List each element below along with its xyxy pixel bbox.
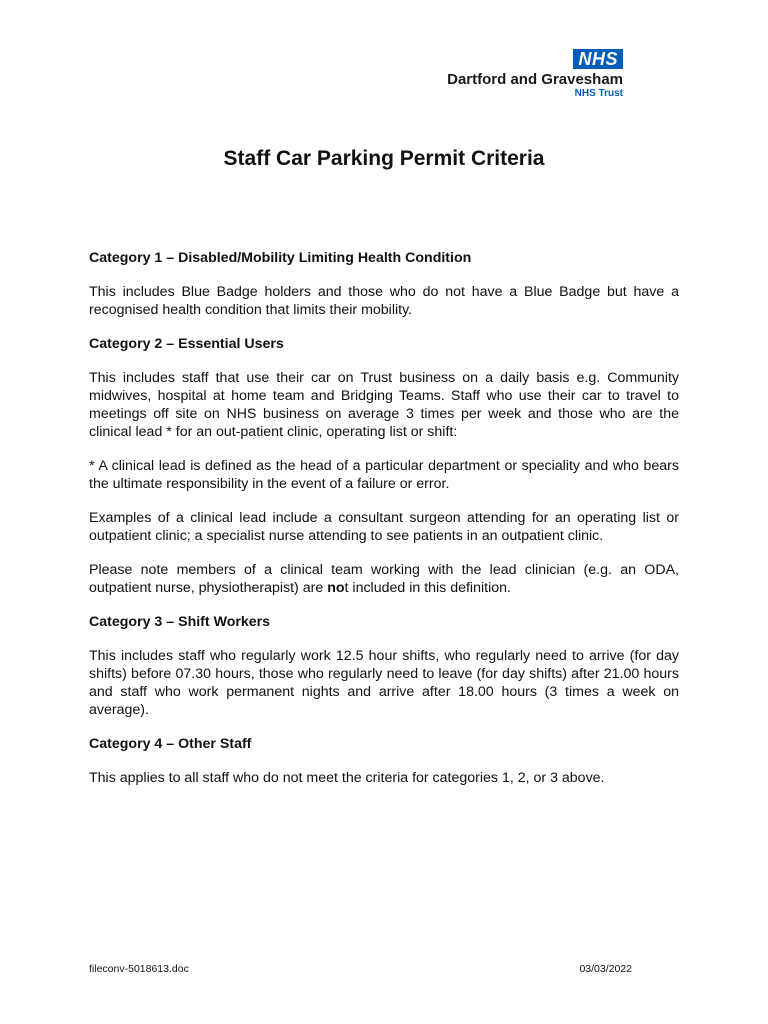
category-2-heading: Category 2 – Essential Users	[89, 336, 284, 352]
footer-filename: fileconv-5018613.doc	[89, 963, 189, 975]
nhs-trust-logo	[413, 49, 623, 99]
category-2-paragraph-1: This includes staff that use their car on Trust business on a daily basis e.g. Community midwives, hospital at home team and Bridging Teams. Staff who use their car to travel to meetings off site on NHS business on average 3 times per week and those who are the clinical lead * for an out-patient clinic, operating list or shift:	[89, 370, 679, 440]
trust-subtitle: NHS Trust	[574, 88, 623, 99]
trust-name: Dartford and Gravesham	[447, 71, 623, 88]
page-title: Staff Car Parking Permit Criteria	[223, 147, 545, 170]
clinical-lead-examples: Examples of a clinical lead include a consultant surgeon attending for an operating list or outpatient clinic; a specialist nurse attending to see patients in an outpatient clinic.	[89, 510, 679, 544]
note-text-after: t included in this definition.	[344, 580, 511, 596]
category-1-heading: Category 1 – Disabled/Mobility Limiting Health Condition	[89, 250, 472, 266]
category-3-paragraph: This includes staff who regularly work 12.5 hour shifts, who regularly need to arrive (for day shifts) before 07.30 hours, those who regularly need to leave (for day shifts) after 21.00 hours and staff who work permanent nights and arrive after 18.00 hours (3 times a week on average).	[89, 648, 679, 718]
category-3-heading: Category 3 – Shift Workers	[89, 614, 271, 630]
category-2-note	[89, 561, 679, 597]
footer-date: 03/03/2022	[579, 963, 632, 975]
category-4-heading: Category 4 – Other Staff	[89, 736, 252, 752]
nhs-logo-badge: NHS	[573, 49, 623, 69]
note-text-before: Please note members of a clinical team working with the lead clinician (e.g. an ODA, outpatient nurse, physiotherapist) are	[89, 562, 679, 596]
clinical-lead-definition: * A clinical lead is defined as the head of a particular department or speciality and who bears the ultimate responsibility in the event of a failure or error.	[89, 458, 679, 492]
category-4-paragraph: This applies to all staff who do not meet the criteria for categories 1, 2, or 3 above.	[89, 770, 605, 786]
note-bold-text: no	[327, 580, 345, 596]
category-1-paragraph: This includes Blue Badge holders and those who do not have a Blue Badge but have a recognised health condition that limits their mobility.	[89, 284, 679, 318]
document-body	[89, 249, 679, 803]
